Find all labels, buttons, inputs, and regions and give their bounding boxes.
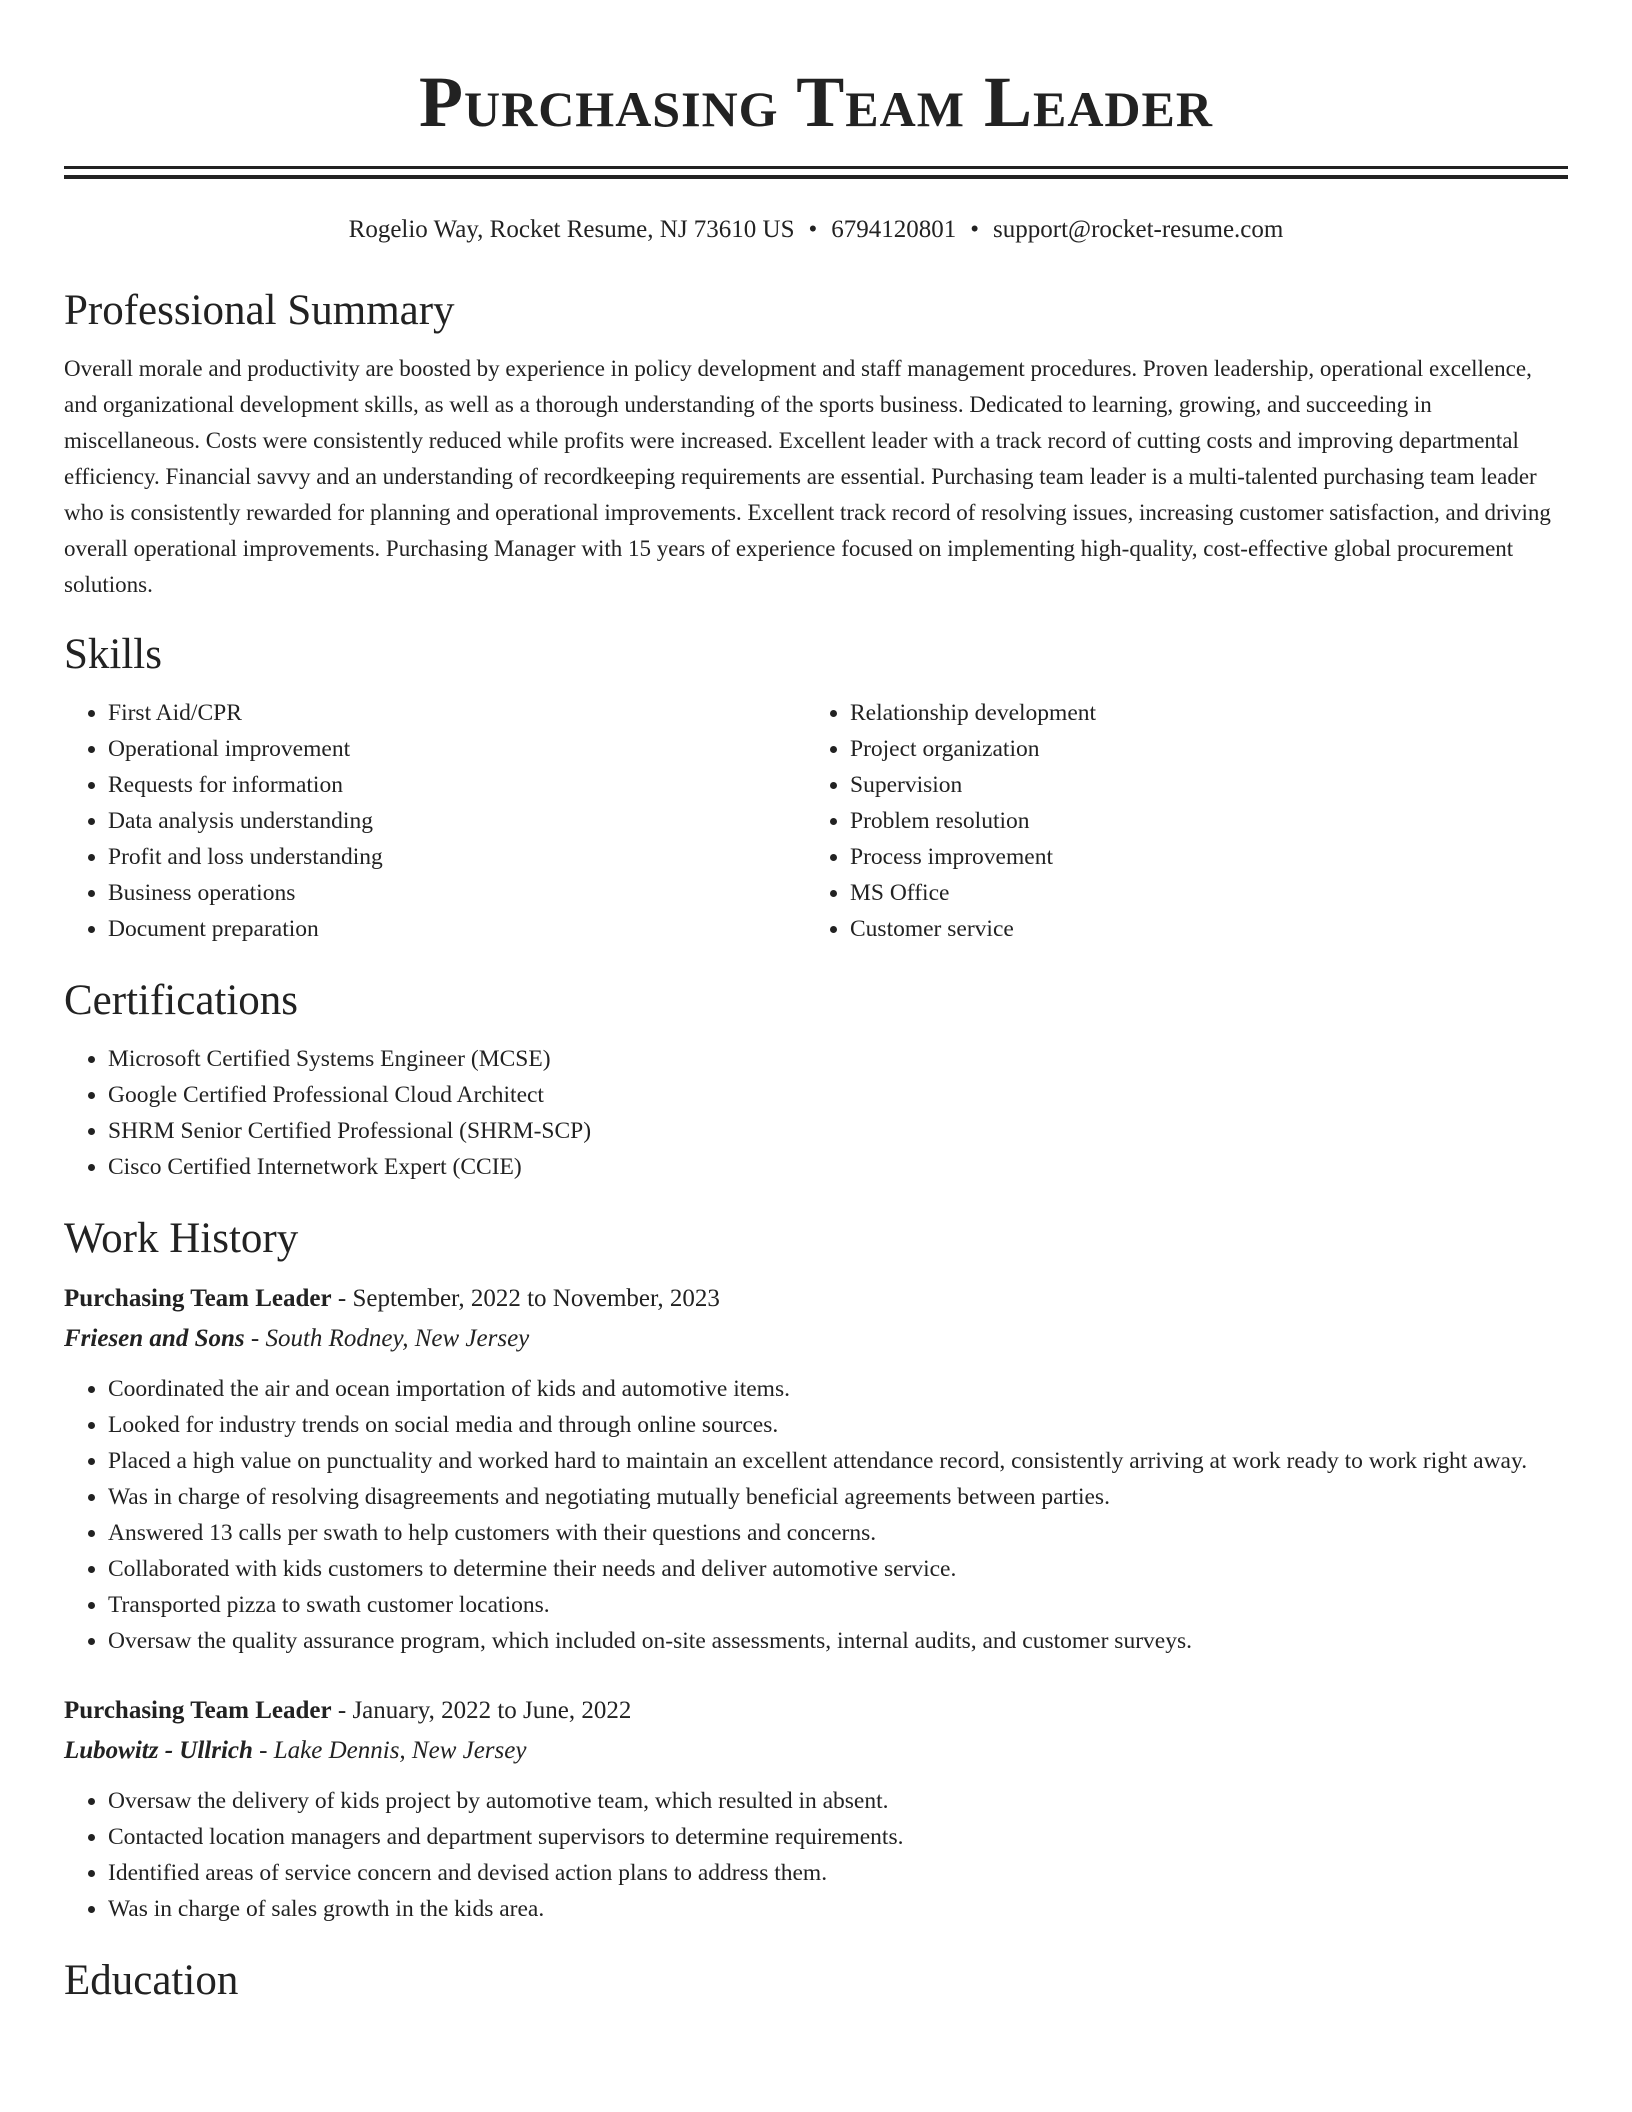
job-title: Purchasing Team Leader	[64, 1697, 332, 1724]
job-company: Friesen and Sons	[64, 1325, 245, 1352]
skill-item: • Customer service	[850, 911, 1548, 947]
job-bullet: • Oversaw the quality assurance program, which included on-site assessments, internal audits, and customer surveys.	[108, 1623, 1568, 1659]
skill-item: • First Aid/CPR	[108, 695, 806, 731]
title-rule-bottom	[64, 175, 1568, 179]
job-bullet: • Answered 13 calls per swath to help customers with their questions and concerns.	[108, 1515, 1568, 1551]
education-heading: Education	[64, 1957, 239, 2004]
job-company-line	[64, 1733, 1568, 1769]
job-location: - Lake Dennis, New Jersey	[252, 1737, 527, 1764]
job-title: Purchasing Team Leader	[64, 1285, 332, 1312]
skill-item: • Process improvement	[850, 839, 1548, 875]
job-company-line	[64, 1321, 1568, 1357]
skill-item: • Profit and loss understanding	[108, 839, 806, 875]
job-bullet: • Coordinated the air and ocean importation of kids and automotive items.	[108, 1371, 1568, 1407]
work-history-heading: Work History	[64, 1215, 299, 1262]
skill-item: • Requests for information	[108, 767, 806, 803]
job-dates: - September, 2022 to November, 2023	[331, 1285, 720, 1312]
contact-email: support@rocket-resume.com	[993, 216, 1284, 243]
job-entry	[64, 1693, 1568, 1927]
job-dates: - January, 2022 to June, 2022	[331, 1697, 632, 1724]
skill-item: • Project organization	[850, 731, 1548, 767]
skill-item: • MS Office	[850, 875, 1548, 911]
job-company: Lubowitz - Ullrich	[64, 1737, 253, 1764]
certification-item: • Cisco Certified Internetwork Expert (CCIE)	[108, 1149, 1568, 1185]
job-bullet: • Oversaw the delivery of kids project by automotive team, which resulted in absent.	[108, 1783, 1568, 1819]
summary-heading: Professional Summary	[64, 287, 455, 334]
skills-left-list	[64, 695, 806, 947]
job-entry	[64, 1281, 1568, 1659]
job-bullets	[64, 1783, 1568, 1927]
certifications-heading: Certifications	[64, 977, 299, 1024]
resume-title: Purchasing Team Leader	[419, 62, 1213, 142]
contact-separator: •	[970, 216, 980, 243]
job-bullet: • Was in charge of sales growth in the kids area.	[108, 1891, 1568, 1927]
certifications-list	[64, 1041, 1568, 1185]
skills-columns	[64, 695, 1568, 947]
job-bullet: • Identified areas of service concern and devised action plans to address them.	[108, 1855, 1568, 1891]
skill-item: • Operational improvement	[108, 731, 806, 767]
job-bullets	[64, 1371, 1568, 1659]
job-bullet: • Contacted location managers and department supervisors to determine requirements.	[108, 1819, 1568, 1855]
job-location: - South Rodney, New Jersey	[244, 1325, 530, 1352]
contact-address: Rogelio Way, Rocket Resume, NJ 73610 US	[348, 216, 795, 243]
skills-right-column	[806, 695, 1548, 947]
skills-right-list	[806, 695, 1548, 947]
job-title-line	[64, 1693, 1568, 1729]
skill-item: • Document preparation	[108, 911, 806, 947]
contact-separator: •	[808, 216, 818, 243]
title-rule-top	[64, 166, 1568, 169]
resume-page	[64, 0, 1568, 2009]
certification-item: • Google Certified Professional Cloud Architect	[108, 1077, 1568, 1113]
contact-phone: 6794120801	[831, 216, 957, 243]
job-bullet: • Transported pizza to swath customer locations.	[108, 1587, 1568, 1623]
skill-item: • Data analysis understanding	[108, 803, 806, 839]
skill-item: • Problem resolution	[850, 803, 1548, 839]
job-bullet: • Looked for industry trends on social media and through online sources.	[108, 1407, 1568, 1443]
skills-heading: Skills	[64, 631, 162, 678]
job-title-line	[64, 1281, 1568, 1317]
job-bullet: • Placed a high value on punctuality and worked hard to maintain an excellent attendance record, consistently arriving at work ready to work right away.	[108, 1443, 1568, 1479]
skills-left-column	[64, 695, 806, 947]
skill-item: • Relationship development	[850, 695, 1548, 731]
certification-item: • SHRM Senior Certified Professional (SHRM-SCP)	[108, 1113, 1568, 1149]
job-bullet: • Collaborated with kids customers to determine their needs and deliver automotive service.	[108, 1551, 1568, 1587]
certification-item: • Microsoft Certified Systems Engineer (MCSE)	[108, 1041, 1568, 1077]
contact-line	[64, 213, 1568, 247]
summary-text: Overall morale and productivity are boosted by experience in policy development and staff management procedures. Proven leadership, operational excellence, and organizational development skills, as well as a thorough understanding of the sports business. Dedicated to learning, growing, and succeeding in miscellaneous. Costs were consistently reduced while profits were increased. Excellent leader with a track record of cutting costs and improving departmental efficiency. Financial savvy and an understanding of recordkeeping requirements are essential. Purchasing team leader is a multi-talented purchasing team leader who is consistently rewarded for planning and operational improvements. Excellent track record of resolving issues, increasing customer satisfaction, and driving overall operational improvements. Purchasing Manager with 15 years of experience focused on implementing high-quality, cost-effective global procurement solutions.	[64, 356, 1551, 597]
skill-item: • Supervision	[850, 767, 1548, 803]
job-bullet: • Was in charge of resolving disagreements and negotiating mutually beneficial agreements between parties.	[108, 1479, 1568, 1515]
skill-item: • Business operations	[108, 875, 806, 911]
